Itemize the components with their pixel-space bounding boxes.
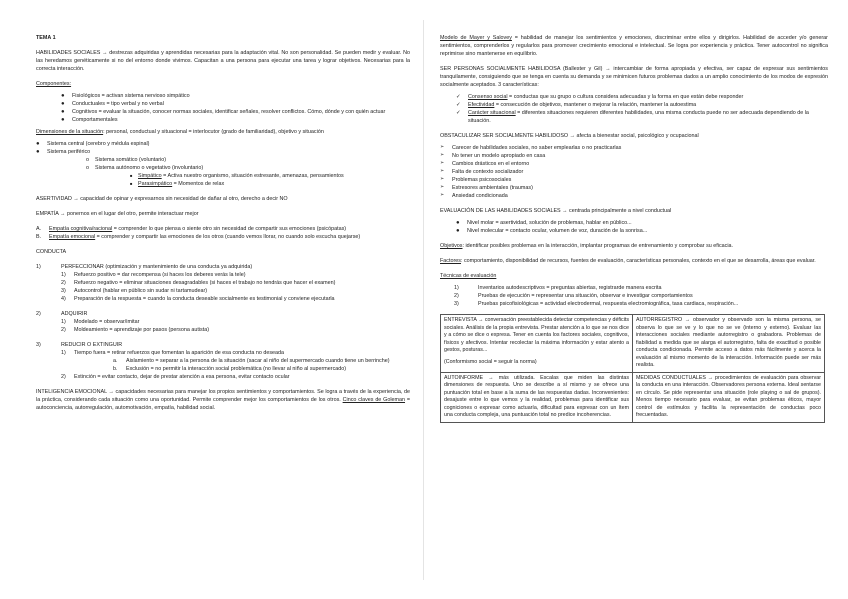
- list-item: 1) Refuerzo positivo = dar recompensa (si haces los deberes verás la tele): [61, 272, 246, 278]
- list-item: A. Empatía cognitiva/racional = comprender lo que piensa o siente otro sin necesidad de compartir sus emociones (psicópatas): [36, 226, 347, 232]
- list-item: 4) Preparación de la respuesta = cuando la conducta deseable socialmente es testimonial y conviene ejecutarla: [61, 296, 335, 302]
- list-item: ➢ Carecer de habilidades sociales, no saber emplearlas o no practicarlas: [440, 144, 622, 151]
- evaluacion-paragraph: EVALUACIÓN DE LAS HABILIDADES SOCIALES → centrada principalmente a nivel conductual: [440, 208, 672, 214]
- checkmark-icon: ✓: [456, 94, 461, 100]
- table-cell-medidas: MEDIDAS CONDUCTUALES → procedimientos de evaluación para observar la conducta en una interacción. Observadores persona externa. Ideal sentarse en círculo. Se pide representar una situación (role playing o sal de grupos). Menos tiempo necesario para evaluar, se evitan problemas éticos, mayor control de estímulos y facilita la representación de conductas poco frecuentadas.: [633, 372, 825, 422]
- list-item: ● Sistema central (cerebro y médula espinal): [36, 141, 150, 147]
- ser-paragraph: SER PERSONAS SOCIALMENTE HABILIDOSA (Ballester y Gil) → intercambiar de forma apropiada y efectiva, ser capaz de expresar sus sentimientos tranquilamente, consiguiendo que se tenga en cuenta su demanda y se minimicen futuros problemas dados a un amplio conocimiento de los modos de expresión socialmente aceptados. 3 características:: [440, 66, 828, 88]
- tecnicas-heading: Técnicas de evaluación: [440, 273, 497, 279]
- list-item: 3) Pruebas psicofisiológicas = actividad electrodermal, respuesta electromiográfica, tasa cardiaca, respiración...: [454, 301, 739, 307]
- list-item: 3) Autocontrol (hablar en público sin sudar ni tartamudear): [61, 288, 208, 294]
- circle-bullet-icon: o: [86, 157, 89, 163]
- list-item: 1) Inventarios autodescriptivos = preguntas abiertas, registrarde manera escrita: [454, 285, 662, 291]
- conducta-heading: CONDUCTA: [36, 249, 67, 255]
- list-item: ✓ Carácter situacional = diferentes situaciones requieren diferentes habilidades, una misma conducta puede no ser adecuada dependiendo de la situación.: [456, 110, 809, 124]
- list-item: ➢ No tener un modelo apropiado en casa: [440, 152, 546, 159]
- list-item: ● Nivel molar = asertividad, solución de problemas, hablar en público...: [456, 220, 632, 226]
- table-cell-entrevista: ENTREVISTA → conversación preestablecida detectar competencias y déficits sociales. Análisis de la propia entrevista. Prestar atención a lo que se nos dice y a cómo se dice o expresa. Tener en cuenta los factores sociales, cognitivos, físicos y afectivos. Intentar recolectar la máxima información y estar atento a gestos, posturas... (Conformismo social = seguir la norma): [441, 315, 633, 373]
- bullet-icon: ●: [61, 109, 65, 115]
- checkmark-icon: ✓: [456, 110, 461, 116]
- list-item: 2) Pruebas de ejecución = representar una situación, observar e investigar comportamientos: [454, 293, 693, 299]
- list-item: o Sistema somático (voluntario): [86, 157, 167, 163]
- list-item: 1) Tiempo fuera = retirar refuerzos que fomentan la aparición de esa conducta no deseada: [61, 350, 285, 356]
- factores-paragraph: Factores: comportamiento, disponibilidad de recursos, fuentes de evaluación, características personales, contexto en el que se desarrolla, áreas que evaluar.: [440, 258, 816, 264]
- list-item: ● Fisiológicos = activan sistema nervioso simpático: [61, 93, 190, 99]
- circle-bullet-icon: o: [86, 165, 89, 171]
- table-cell-autoinforme: AUTOINFORME → más utilizada. Escalas que miden las distintas dimensiones de respuesta. Uno se describe a sí mismo y se ofrece una puntuación total en base a la suma de las respuestas dadas. Inconvenientes: desajuste entre lo que vemos y la realidad, problemas para identificar sus cogniciones o expresar como actuaría, dificultad para expresar con un ítem una conducta compleja, una puntuación total no predice incoherencias.: [441, 372, 633, 422]
- list-item: ✓ Efectividad = consecución de objetivos, mantener o mejorar la relación, mantener la autoestima: [456, 102, 697, 108]
- evaluation-table: [440, 314, 825, 423]
- arrow-bullet-icon: ➢: [440, 184, 445, 190]
- asertividad-paragraph: ASERTIVIDAD → capacidad de opinar y expresarnos sin necesidad de dañar al otro, derecho a decir NO: [36, 196, 288, 202]
- bullet-icon: ●: [61, 117, 65, 123]
- list-item: ● Comportamentales: [61, 117, 118, 123]
- bullet-icon: ●: [456, 228, 460, 234]
- square-bullet-icon: ■: [130, 173, 133, 178]
- list-item: ➢ Ansiedad condicionada: [440, 192, 508, 199]
- list-item: b. Exclusión = no permitir la interacción social problemática (no llevar al niño al supermercado): [113, 366, 347, 372]
- bullet-icon: ●: [36, 149, 40, 155]
- list-item: ● Conductuales = tipo verbal y no verbal: [61, 101, 164, 107]
- inteligencia-paragraph: INTELIGENCIA EMOCIONAL → capacidades necesarias para manejar los propios sentimientos y comportamientos. Se logra a través de la experiencia, de la práctica, considerando cada situación como una oportunidad. Permite comprender mejor los comportamientos de los otros. Cinco claves de Goleman = autoconciencia, autorregulación, automotivación, empatía, habilidad social.: [36, 389, 410, 411]
- list-item: 1) PERFECCIONAR (optimización y mantenimiento de una conducta ya adquirida): [36, 264, 253, 270]
- arrow-bullet-icon: ➢: [440, 160, 445, 166]
- intro-paragraph: HABILIDADES SOCIALES → destrezas adquiridas y aprendidas necesarias para la adaptación vital. No son personalidad. Se pueden medir y evaluar. No las heredamos genéticamente si no del entorno donde vivimos. Capacitan a una persona para ejecutar una tarea y lograr objetivos. Necesarias para la correcta interacción.: [36, 50, 410, 72]
- list-item: 2) Extinción = evitar contacto, dejar de prestar atención a esa persona, evitar contacto ocular: [61, 374, 290, 380]
- list-item: 2) Refuerzo negativo = eliminar situaciones desagradables (si haces el trabajo no tendrás que hacer el examen): [61, 280, 336, 286]
- bullet-icon: ●: [61, 101, 65, 107]
- objetivos-paragraph: Objetivos: identificar posibles problemas en la interacción, implantar programas de entrenamiento y comprobar su eficacia.: [440, 243, 734, 249]
- empatia-paragraph: EMPATÍA → ponernos en el lugar del otro, permite interactuar mejor: [36, 211, 199, 217]
- right-page: [424, 0, 848, 599]
- bullet-icon: ●: [36, 141, 40, 147]
- list-item: ✓ Consenso social = conductas que su grupo o cultura considera adecuadas y la forma en que están debe responder: [456, 94, 744, 100]
- list-item: 2) Moldeamiento = aprendizaje por pasos (persona autista): [61, 327, 209, 333]
- arrow-bullet-icon: ➢: [440, 176, 445, 182]
- modelo-paragraph: Modelo de Mayer y Salovey = habilidad de manejar los sentimientos y emociones, discriminar entre ellos y dirigirlos. Habilidad de acceder y/o generar sentimientos, comprenderlos y regularlos para promover crecimiento emocional e intelectual. Se logra por experiencia y práctica. Tener autocontrol no significa reprimirse sino mantenerse en equilibrio.: [440, 35, 828, 57]
- list-item: ➢ Cambios drásticos en el entorno: [440, 160, 530, 167]
- list-item: ■ Parasimpático = Momentos de relax: [130, 181, 225, 187]
- list-item: a. Aislamiento = separar a la persona de la situación (sacar al niño del supermercado cuando tiene un berrinche): [113, 358, 390, 364]
- bullet-icon: ●: [456, 220, 460, 226]
- list-item: ➢ Falta de contexto socializador: [440, 168, 524, 175]
- componentes-heading: Componentes:: [36, 81, 72, 87]
- list-item: 2) ADQUIRIR: [36, 311, 88, 317]
- bullet-icon: ●: [61, 93, 65, 99]
- arrow-bullet-icon: ➢: [440, 144, 445, 150]
- dimensiones-paragraph: Dimensiones de la situación: personal, conductual y situacional = interlocutor (grado de familiaridad), objetivo y situación: [36, 129, 324, 135]
- list-item: ● Nivel molecular = contacto ocular, volumen de voz, duración de la sonrisa...: [456, 228, 648, 234]
- list-item: ● Sistema periférico: [36, 149, 91, 155]
- obstaculizar-paragraph: OBSTACULIZAR SER SOCIALMENTE HABILIDOSO → afecta a bienestar social, psicológico y ocupacional: [440, 133, 699, 139]
- table-cell-autorregistro: AUTORREGISTRO → observador y observado son la misma persona, se observa lo que se ve y lo que no se ve (interno y externo). Evaluar las interacciones sociales mediante autorregistro o grabadora. Problemas de fiabilidad a medida que se alarga el autorregistro, falta de exactitud o posible conducta condicionada. Permite acceso a datos más fácilmente y acerca la evaluación al mismo momento de la interacción. Información puede ser más realista.: [633, 315, 825, 373]
- left-column: [36, 34, 410, 412]
- list-item: ● Cognitivos = evaluar la situación, conocer normas sociales, identificar señales, resolver conflictos. Cómo, dónde y con quién actuar: [61, 109, 386, 115]
- list-item: o Sistema autónomo o vegetativo (involuntario): [86, 165, 204, 171]
- list-item: ➢ Estresores ambientales (traumas): [440, 184, 533, 191]
- arrow-bullet-icon: ➢: [440, 168, 445, 174]
- list-item: 3) REDUCIR O EXTINGUIR: [36, 342, 123, 348]
- square-bullet-icon: ■: [130, 181, 133, 186]
- list-item: ■ Simpático = Activa nuestro organismo, situación estresante, amenazas, pensamientos: [130, 173, 344, 179]
- right-column: [440, 34, 828, 423]
- list-item: B. Empatía emocional = comprender y compartir las emociones de los otros (cuando vemos llorar, no cuando solo escucha quejarse): [36, 234, 361, 240]
- arrow-bullet-icon: ➢: [440, 192, 445, 198]
- topic-title: TEMA 1: [36, 35, 56, 41]
- checkmark-icon: ✓: [456, 102, 461, 108]
- list-item: 1) Modelado = observar/imitar: [61, 319, 140, 325]
- list-item: ➢ Problemas psicosociales: [440, 176, 512, 183]
- arrow-bullet-icon: ➢: [440, 152, 445, 158]
